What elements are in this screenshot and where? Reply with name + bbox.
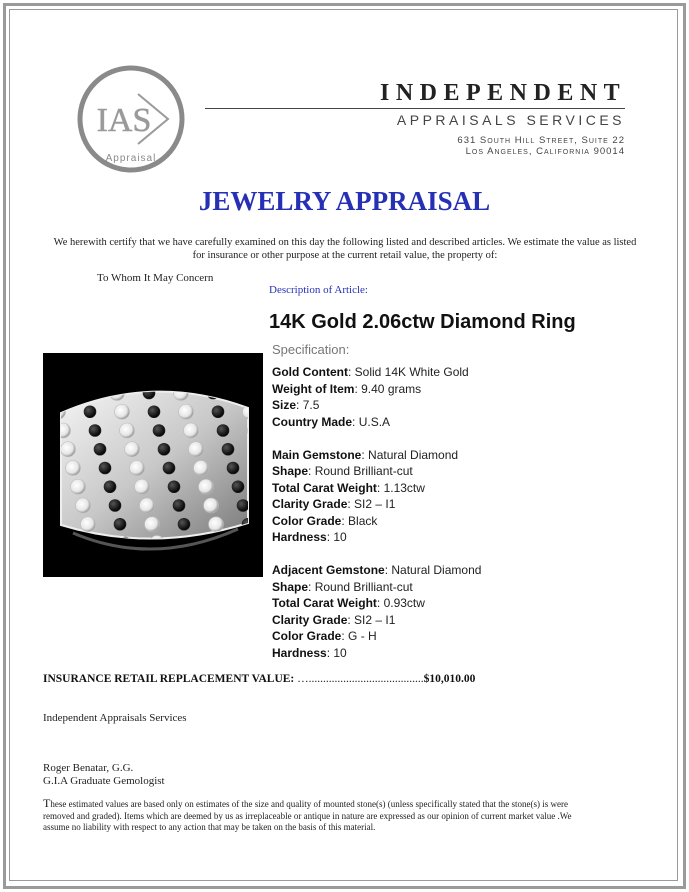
spec-label: Total Carat Weight <box>272 480 377 495</box>
spec-value: SI2 – I1 <box>354 497 396 511</box>
item-title: 14K Gold 2.06ctw Diamond Ring <box>269 311 576 333</box>
certification-text: We herewith certify that we have carefully examined on this day the following listed and described articles. We estimate the value as listed for insurance or other purpose at the current retail value, the property of: <box>53 237 637 261</box>
insurance-label: INSURANCE RETAIL REPLACEMENT VALUE: <box>43 673 295 685</box>
spec-separator: : <box>341 629 349 643</box>
white-diamond <box>199 479 214 494</box>
spec-row <box>272 645 481 662</box>
spec-label: Main Gemstone <box>272 447 362 462</box>
spec-label: Shape <box>272 464 309 478</box>
spec-row <box>272 513 481 530</box>
white-diamond <box>204 498 219 513</box>
black-diamond <box>84 406 96 418</box>
spec-label: Shape <box>272 579 309 594</box>
spec-label: Gold Content <box>272 365 348 379</box>
spec-label: Adjacent Gemstone <box>272 563 385 577</box>
white-diamond <box>209 517 224 532</box>
description-label: Description of Article: <box>269 284 368 296</box>
spec-row <box>272 562 481 579</box>
spec-separator: : <box>326 530 334 544</box>
spec-value: Round Brilliant-cut <box>314 464 413 478</box>
spec-value: 9.40 grams <box>361 381 422 396</box>
spec-separator: : <box>384 563 392 577</box>
white-diamond <box>71 479 86 494</box>
black-diamond <box>237 500 249 512</box>
spec-row <box>272 628 481 645</box>
spec-row <box>272 414 481 431</box>
spec-value: Solid 14K White Gold <box>354 365 469 379</box>
spec-value: 10 <box>333 530 347 544</box>
document-title: JEWELRY APPRAISAL <box>198 186 491 216</box>
spec-separator: : <box>376 596 384 610</box>
black-diamond <box>232 481 244 493</box>
spec-separator: : <box>376 480 384 495</box>
spec-separator: : <box>296 398 303 412</box>
spec-label: Total Carat Weight <box>272 596 377 610</box>
company-name: Independent Appraisals Services <box>43 712 187 724</box>
spec-label: Hardness <box>272 530 327 544</box>
spec-label: Clarity Grade <box>272 497 348 511</box>
white-diamond <box>125 442 140 457</box>
spec-label: Color Grade <box>272 513 342 528</box>
signer-name: Roger Benatar, G.G. <box>43 762 134 774</box>
spec-row <box>272 595 481 612</box>
spec-separator: : <box>308 464 315 478</box>
brand-address-line1: 631 South Hill Street, Suite 22 <box>457 135 625 146</box>
white-diamond <box>179 404 194 419</box>
logo-lettering: IAS <box>96 102 152 139</box>
specification-list <box>272 364 481 661</box>
spec-row <box>272 447 481 464</box>
spec-value: Black <box>348 513 378 528</box>
spec-label: Clarity Grade <box>272 612 348 627</box>
spec-separator: : <box>361 447 369 462</box>
logo-sublettering: Appraisal <box>105 153 157 164</box>
spec-label: Hardness <box>272 645 327 660</box>
spec-separator: : <box>341 513 349 528</box>
header-divider <box>205 108 625 109</box>
spec-separator: : <box>347 365 355 379</box>
spec-row <box>272 480 481 497</box>
spec-label: Size <box>272 398 297 412</box>
spec-row <box>272 364 481 381</box>
spec-value: 0.93ctw <box>383 596 425 610</box>
black-diamond <box>89 425 101 437</box>
spec-spacer <box>272 430 481 447</box>
spec-value: G - H <box>348 629 377 643</box>
disclaimer-initial: T <box>43 796 51 810</box>
spec-label: Country Made <box>272 414 353 429</box>
brand-name: INDEPENDENT <box>380 80 627 106</box>
insurance-value-line <box>43 673 475 685</box>
white-diamond <box>140 498 155 513</box>
spec-spacer <box>272 546 481 563</box>
spec-value: Round Brilliant-cut <box>314 579 413 594</box>
black-diamond <box>114 518 126 530</box>
white-diamond <box>76 498 91 513</box>
spec-separator: : <box>326 645 334 660</box>
brand-subtitle: APPRAISALS SERVICES <box>396 112 625 128</box>
ias-logo <box>76 64 186 174</box>
black-diamond <box>222 443 234 455</box>
spec-separator: : <box>352 414 359 429</box>
spec-separator: : <box>308 579 315 594</box>
spec-value: Natural Diamond <box>391 563 482 577</box>
spec-separator: : <box>347 497 355 511</box>
black-diamond <box>153 425 165 437</box>
black-diamond <box>94 443 106 455</box>
black-diamond <box>212 406 224 418</box>
black-diamond <box>168 481 180 493</box>
insurance-value: $10,010.00 <box>423 673 476 685</box>
spec-row <box>272 397 481 414</box>
white-diamond <box>189 442 204 457</box>
property-owner: To Whom It May Concern <box>97 272 214 284</box>
black-diamond <box>173 500 185 512</box>
white-diamond <box>184 423 199 438</box>
white-diamond <box>194 461 209 476</box>
spec-row <box>272 463 481 480</box>
brand-address-line2: Los Angeles, California 90014 <box>465 146 625 157</box>
spec-value: Natural Diamond <box>368 447 459 462</box>
spec-value: 7.5 <box>302 398 320 412</box>
black-diamond <box>109 500 121 512</box>
black-diamond <box>178 518 190 530</box>
signer-title: G.I.A Graduate Gemologist <box>43 775 165 787</box>
black-diamond <box>148 406 160 418</box>
spec-row <box>272 496 481 513</box>
white-diamond <box>61 442 76 457</box>
disclaimer-text <box>43 798 583 834</box>
white-diamond <box>120 423 135 438</box>
white-diamond <box>130 461 145 476</box>
spec-value: 1.13ctw <box>383 480 425 495</box>
disclaimer-body: hese estimated values are based only on estimates of the size and quality of mounted stone(s) (unless specifically stated that the stone(s) is were removed and graded). Items which are deemed by us as irreplaceable or antique in nature are expressed as our opinion of current market value .We assume no liability with respect to any action that may be taken on the basis of this material. <box>43 799 572 832</box>
spec-separator: : <box>347 612 355 627</box>
spec-value: 10 <box>333 645 347 660</box>
white-diamond <box>135 479 150 494</box>
insurance-leader: …........................................ <box>294 673 424 685</box>
black-diamond <box>227 462 239 474</box>
black-diamond <box>158 443 170 455</box>
ring-photo <box>43 353 263 577</box>
spec-label: Weight of Item <box>272 381 355 396</box>
spec-separator: : <box>354 381 362 396</box>
black-diamond <box>217 425 229 437</box>
spec-row <box>272 529 481 546</box>
spec-row <box>272 579 481 596</box>
signer-block <box>43 762 165 788</box>
spec-row <box>272 612 481 629</box>
black-diamond <box>99 462 111 474</box>
spec-row <box>272 381 481 398</box>
specification-label: Specification: <box>272 342 350 357</box>
spec-value: U.S.A <box>358 414 391 429</box>
white-diamond <box>115 404 130 419</box>
black-diamond <box>163 462 175 474</box>
white-diamond <box>66 461 81 476</box>
white-diamond <box>81 517 96 532</box>
black-diamond <box>104 481 116 493</box>
white-diamond <box>145 517 160 532</box>
spec-value: SI2 – I1 <box>354 612 396 627</box>
spec-label: Color Grade <box>272 629 342 643</box>
